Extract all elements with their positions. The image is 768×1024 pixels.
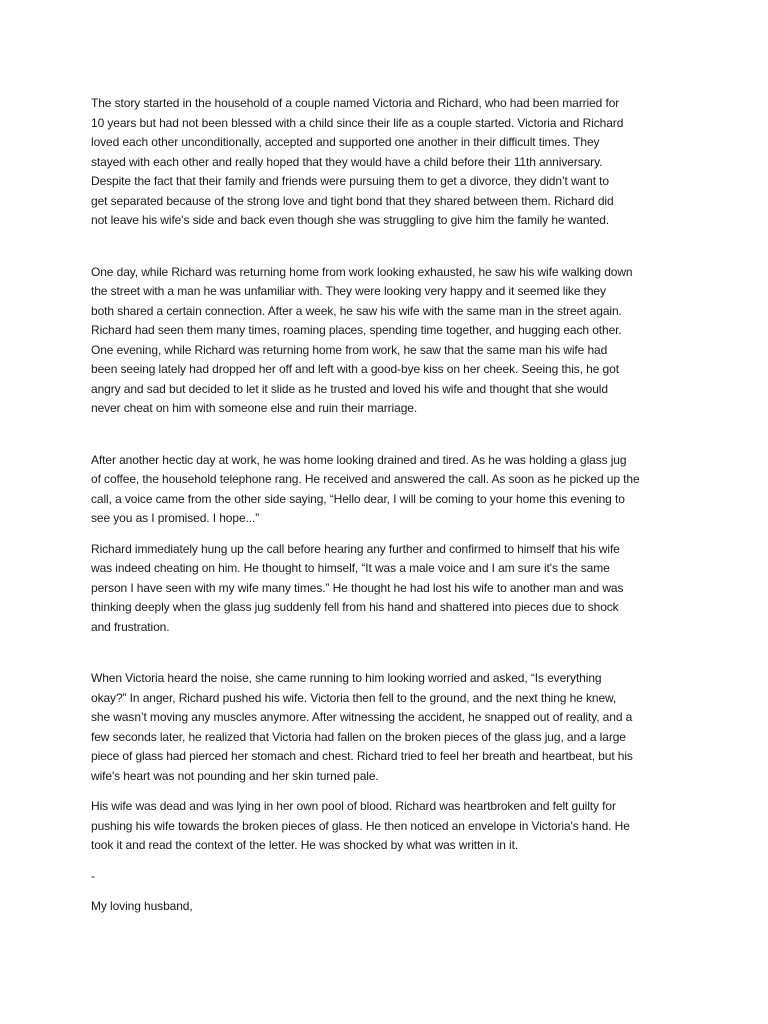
paragraph-5: When Victoria heard the noise, she came running to him looking worried and asked, “Is everything okay?” In anger, Richard pushed his wife. Victoria then fell to the ground, and the next thing he knew, she wasn’t moving any muscles anymore. After witnessing the accident, he snapped out of reality, and a few seconds later, he realized that Victoria had fallen on the broken pieces of the glass jug, and a large piece of glass had pierced her stomach and chest. Richard tried to feel her breath and heartbeat, but his wife's heart was not pounding and her skin turned pale. (91, 671, 633, 783)
separator-dash: - (91, 868, 95, 883)
paragraph-2: One day, while Richard was returning home from work looking exhausted, he saw his wife walking down the street with a man he was unfamiliar with. They were looking very happy and it seemed like they both shared a certain connection. After a week, he saw his wife with the same man in the street again. Richard had seen them many times, roaming places, spending time together, and hugging each other. One evening, while Richard was returning home from work, he saw that the same man his wife had been seeing lately had dropped her off and left with a good-bye kiss on her cheek. Seeing this, he got angry and sad but decided to let it slide as he trusted and loved his wife and thought that she would never cheat on him with someone else and ruin their marriage. (91, 264, 633, 415)
paragraph-1: The story started in the household of a couple named Victoria and Richard, who had been married for 10 years but had not been blessed with a child since their life as a couple started. Victoria and Richard loved each other unconditionally, accepted and supported one another in their difficult times. They stayed with each other and really hoped that they would have a child before their 11th anniversary. Despite the fact that their family and friends were pursuing them to get a divorce, they didn’t want to get separated because of the strong love and tight bond that they shared between them. Richard did not leave his wife's side and back even though she was struggling to give him the family he wanted. (91, 96, 624, 227)
paragraph-6: His wife was dead and was lying in her own pool of blood. Richard was heartbroken and felt guilty for pushing his wife towards the broken pieces of glass. He then noticed an envelope in Victoria's hand. He took it and read the context of the letter. He was shocked by what was written in it. (91, 799, 630, 852)
paragraph-3: After another hectic day at work, he was home looking drained and tired. As he was holding a glass jug of coffee, the household telephone rang. He received and answered the call. As soon as he picked up the call, a voice came from the other side saying, “Hello dear, I will be coming to your home this evening to see you as I promised. I hope...” (91, 452, 640, 525)
document-body (91, 94, 681, 917)
letter-salutation: My loving husband, (91, 899, 193, 913)
paragraph-4: Richard immediately hung up the call before hearing any further and confirmed to himself that his wife was indeed cheating on him. He thought to himself, “It was a male voice and I am sure it's the same person I have seen with my wife many times.” He thought he had lost his wife to another man and was thinking deeply when the glass jug suddenly fell from his hand and shattered into pieces due to shock and frustration. (91, 541, 624, 634)
